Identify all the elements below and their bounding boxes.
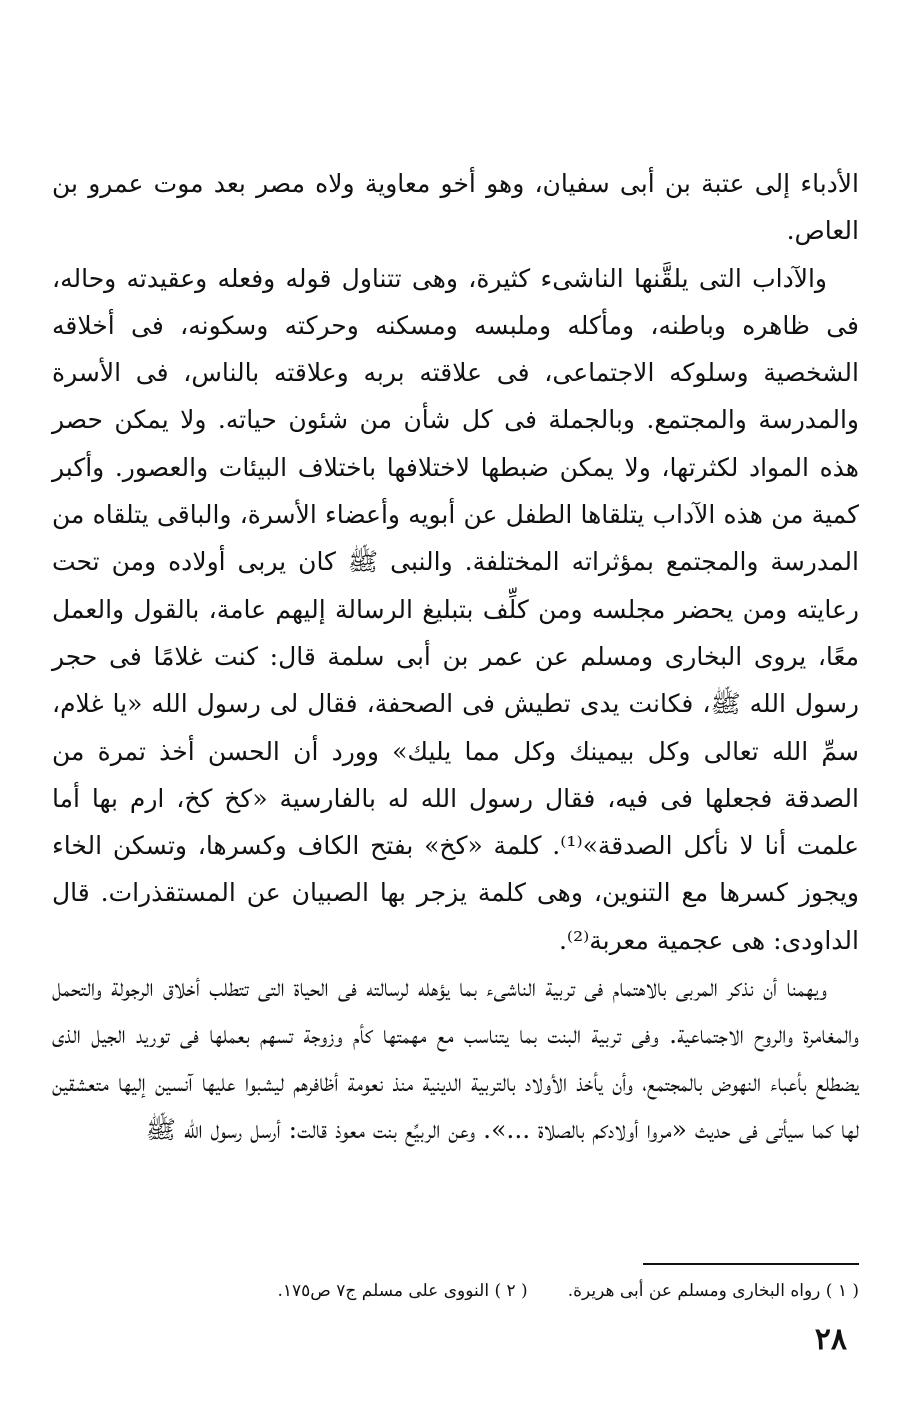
footnote-1: ( ١ ) رواه البخارى ومسلم عن أبى هريرة. [567, 1281, 859, 1301]
paragraph-manners: والآداب التى يلقَّنها الناشىء كثيرة، وهى تتناول قوله وفعله وعقيدته وحاله، فى ظاهره وباطنه، ومأكله وملبسه ومسكنه وحركته وسكونه، فى أخلاقه الشخصية وسلوكه الاجتماعى، فى علاقته بربه وعلاقته بالناس، فى الأسرة والمدرسة والمجتمع. وبالجملة فى كل شأن من شئون حياته. ولا يمكن حصر هذه المواد لكثرتها، ولا يمكن ضبطها لاختلافها باختلاف البيئات والعصور. وأكبر كمية من هذه الآداب يتلقاها الطفل عن أبويه وأعضاء الأسرة، والباقى يتلقاه من المدرسة والمجتمع بمؤثراته المختلفة. والنبى ﷺ كان يربى أولاده ومن تحت رعايته ومن يحضر مجلسه ومن كلِّف بتبليغ الرسالة إليهم عامة، بالقول والعمل معًا، يروى البخارى ومسلم عن عمر بن أبى سلمة قال: كنت غلامًا فى حجر رسول الله ﷺ، فكانت يدى تطيش فى الصحفة، فقال لى رسول الله «يا غلام، سمِّ الله تعالى وكل بيمينك وكل مما يليك» وورد أن الحسن أخذ تمرة من الصدقة فجعلها فى فيه، فقال رسول الله له بالفارسية «كخ كخ، ارم بها أما علمت أنا لا نأكل الصدقة»⁽¹⁾. كلمة «كخ» بفتح الكاف وكسرها، وتسكن الخاء ويجوز كسرها مع التنوين، وهى كلمة يزجر بها الصبيان عن المستقذرات. قال الداودى: هى عجمية معربة⁽²⁾. [52, 263, 859, 955]
paragraph-educator: ويهمنا أن نذكر المربى بالاهتمام فى تربية الناشىء بما يؤهله لرسالته فى الحياة التى تتطلب أخلاق الرجولة والتحمل والمغامرة والروح الاجتماعية. وفى تربية البنت بما يتناسب مع مهمتها كأم وزوجة تسهم بعملها فى توريد الجيل الذى يضطلع بأعباء النهوض بالمجتمع، وأن يأخذ الأولاد بالتربية الدينية منذ نعومة أظافرهم ليشبوا عليها آنسين إليها متعشقين لها كما سيأتى فى حديث «مروا أولادكم بالصلاة ...». وعن الربيِّع بنت معوذ قالت: أرسل رسول الله ﷺ [52, 973, 859, 1144]
paragraph-continuation: الأدباء إلى عتبة بن أبى سفيان، وهو أخو معاوية ولاه مصر بعد موت عمرو بن العاص. [52, 169, 859, 246]
footnotes [52, 1278, 859, 1304]
footnote-2: ( ٢ ) النووى على مسلم ج٧ ص١٧٥. [277, 1281, 528, 1301]
main-text [52, 160, 859, 1153]
page-number: ٢٨ [814, 1322, 847, 1357]
footnote-divider [643, 1263, 859, 1265]
